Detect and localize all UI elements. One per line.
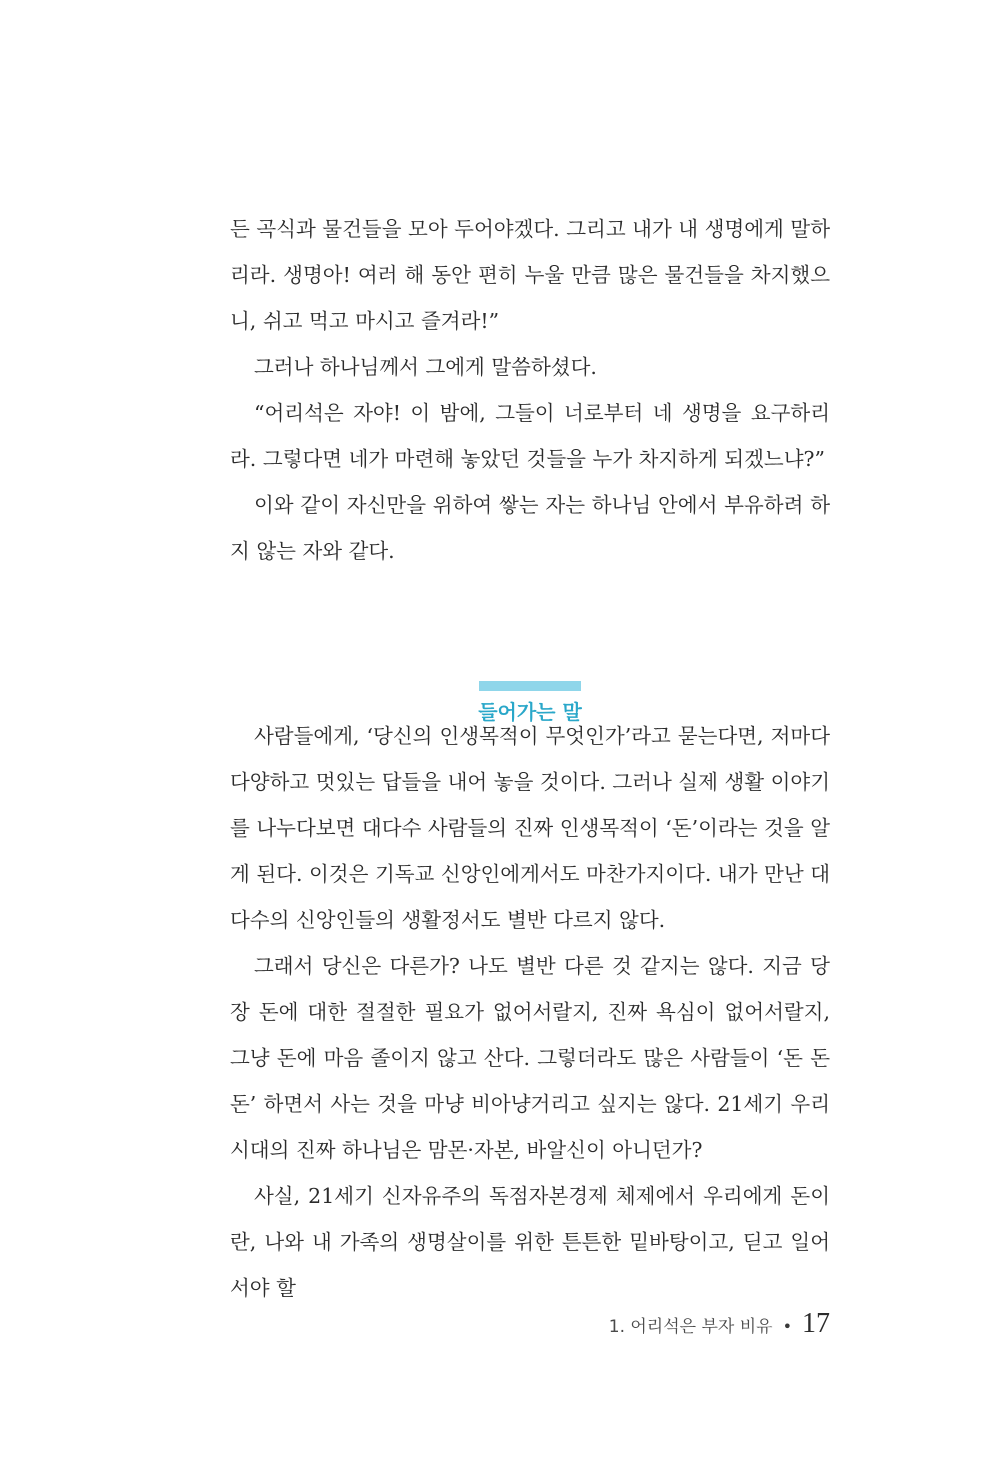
- top-paragraph-1: 든 곡식과 물건들을 모아 두어야겠다. 그리고 내가 내 생명에게 말하리라. 생명아! 여러 해 동안 편히 누울 만큼 많은 물건들을 차지했으니, 쉬고 먹고 마시고 즐겨라!”: [230, 217, 830, 333]
- running-title: 1. 어리석은 부자 비유: [608, 1317, 773, 1337]
- heading-accent-bar: [479, 681, 581, 691]
- intro-paragraph-2: 그래서 당신은 다른가? 나도 별반 다른 것 같지는 않다. 지금 당장 돈에 대한 절절한 필요가 없어서랄지, 진짜 욕심이 없어서랄지, 그냥 돈에 마음 졸이지 않고 산다. 그렇더라도 많은 사람들이 ‘돈 돈 돈’ 하면서 사는 것을 마냥 비아냥거리고 싶지는 않다. 21세기 우리 시대의 진짜 하나님은 맘몬·자본, 바알신이 아니던가?: [230, 954, 830, 1162]
- intro-body-text: [230, 713, 830, 1311]
- page-footer: [609, 1308, 830, 1342]
- top-paragraph-3: “어리석은 자야! 이 밤에, 그들이 너로부터 네 생명을 요구하리라. 그렇다면 네가 마련해 놓았던 것들을 누가 차지하게 되겠느냐?”: [230, 401, 830, 471]
- section-title: 들어가는 말: [478, 700, 582, 724]
- page-number: 17: [802, 1308, 830, 1339]
- footer-bullet: •: [782, 1317, 792, 1336]
- top-body-text: [230, 206, 830, 574]
- top-paragraph-4: 이와 같이 자신만을 위하여 쌓는 자는 하나님 안에서 부유하려 하지 않는 자와 같다.: [230, 493, 830, 563]
- top-paragraph-2: 그러나 하나님께서 그에게 말씀하셨다.: [254, 355, 597, 379]
- intro-paragraph-1: 사람들에게, ‘당신의 인생목적이 무엇인가’라고 묻는다면, 저마다 다양하고 멋있는 답들을 내어 놓을 것이다. 그러나 실제 생활 이야기를 나누다보면 대다수 사람들의 진짜 인생목적이 ‘돈’이라는 것을 알게 된다. 이것은 기독교 신앙인에게서도 마찬가지이다. 내가 만난 대다수의 신앙인들의 생활정서도 별반 다르지 않다.: [230, 724, 830, 932]
- intro-paragraph-3: 사실, 21세기 신자유주의 독점자본경제 체제에서 우리에게 돈이란, 나와 내 가족의 생명살이를 위한 튼튼한 밑바탕이고, 딛고 일어서야 할: [230, 1184, 830, 1300]
